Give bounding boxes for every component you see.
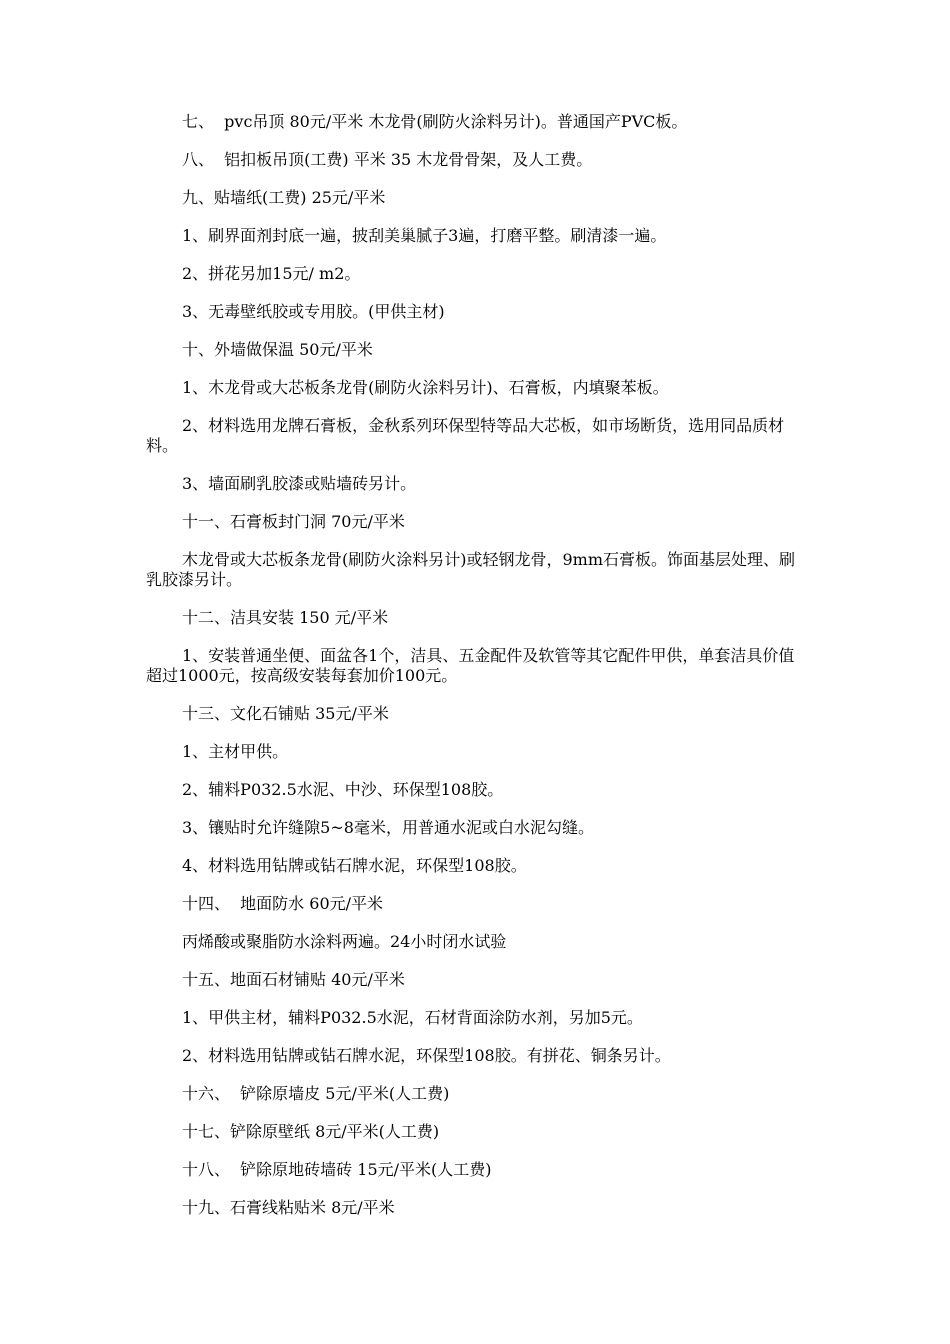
paragraph-14-1: 丙烯酸或聚脂防水涂料两遍。24小时闭水试验 [182, 932, 507, 951]
paragraph-item-7: 七、 pvc吊顶 80元/平米 木龙骨(刷防火涂料另计)。普通国产PVC板。 [182, 112, 688, 131]
section-heading-10: 十、外墙做保温 50元/平米 [182, 340, 373, 359]
section-heading-9: 九、贴墙纸(工费) 25元/平米 [182, 188, 386, 207]
paragraph-10-1: 1、木龙骨或大芯板条龙骨(刷防火涂料另计)、石膏板，内填聚苯板。 [182, 378, 669, 397]
section-heading-11: 十一、石膏板封门洞 70元/平米 [182, 512, 405, 531]
paragraph-12-1: 1、安装普通坐便、面盆各1个，洁具、五金配件及软管等其它配件甲供，单套洁具价值超过1000元，按高级安装每套加价100元。 [146, 646, 795, 685]
paragraph-13-2: 2、辅料P032.5水泥、中沙、环保型108胶。 [182, 780, 504, 799]
paragraph-10-2: 2、材料选用龙牌石膏板，金秋系列环保型特等品大芯板，如市场断货，选用同品质材料。 [146, 416, 785, 455]
paragraph-10-3: 3、墙面刷乳胶漆或贴墙砖另计。 [182, 474, 417, 493]
paragraph-item-8: 八、 铝扣板吊顶(工费) 平米 35 木龙骨骨架，及人工费。 [182, 150, 593, 169]
section-heading-18: 十八、 铲除原地砖墙砖 15元/平米(人工费) [182, 1160, 492, 1179]
section-heading-19: 十九、石膏线粘贴米 8元/平米 [182, 1198, 395, 1217]
section-heading-13: 十三、文化石铺贴 35元/平米 [182, 704, 389, 723]
section-heading-14: 十四、 地面防水 60元/平米 [182, 894, 384, 913]
paragraph-15-1: 1、甲供主材，辅料P032.5水泥，石材背面涂防水剂，另加5元。 [182, 1008, 643, 1027]
paragraph-9-1: 1、刷界面剂封底一遍，披刮美巢腻子3遍，打磨平整。刷清漆一遍。 [182, 226, 667, 245]
paragraph-9-3: 3、无毒壁纸胶或专用胶。(甲供主材) [182, 302, 445, 321]
paragraph-15-2: 2、材料选用钻牌或钻石牌水泥，环保型108胶。有拼花、铜条另计。 [182, 1046, 671, 1065]
paragraph-11-1: 木龙骨或大芯板条龙骨(刷防火涂料另计)或轻钢龙骨，9mm石膏板。饰面基层处理、刷乳胶漆另计。 [146, 550, 796, 589]
section-heading-12: 十二、洁具安装 150 元/平米 [182, 608, 389, 627]
paragraph-13-4: 4、材料选用钻牌或钻石牌水泥，环保型108胶。 [182, 856, 527, 875]
section-heading-15: 十五、地面石材铺贴 40元/平米 [182, 970, 405, 989]
paragraph-9-2: 2、拼花另加15元/ m2。 [182, 264, 361, 283]
paragraph-13-1: 1、主材甲供。 [182, 742, 289, 761]
section-heading-17: 十七、铲除原壁纸 8元/平米(人工费) [182, 1122, 440, 1141]
document-body [146, 112, 808, 1236]
paragraph-13-3: 3、镶贴时允许缝隙5~8毫米，用普通水泥或白水泥勾缝。 [182, 818, 594, 837]
section-heading-16: 十六、 铲除原墙皮 5元/平米(人工费) [182, 1084, 450, 1103]
